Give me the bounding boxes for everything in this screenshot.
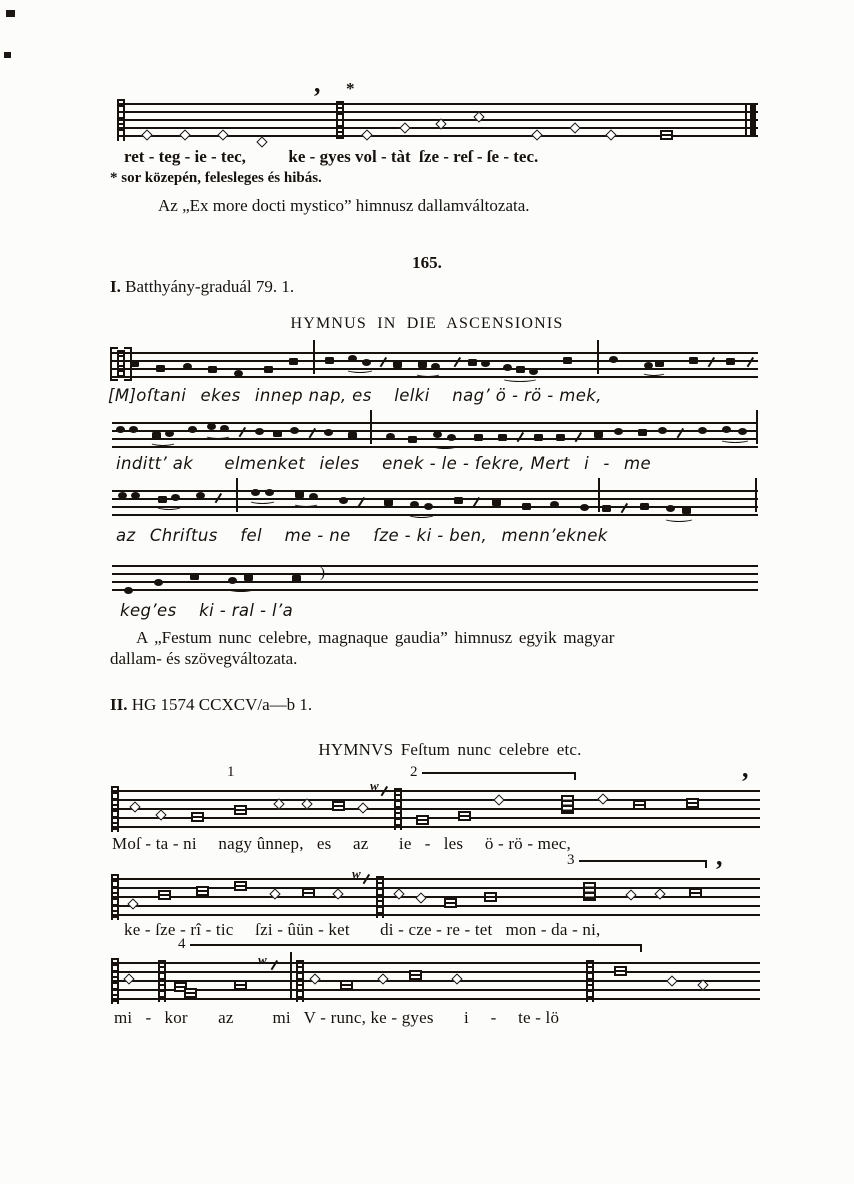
breath-comma: , — [314, 69, 321, 98]
slur — [642, 369, 666, 376]
breve-note — [234, 980, 247, 990]
slur — [415, 370, 441, 377]
chant-system-4 — [112, 565, 758, 620]
breath-comma: , — [742, 754, 749, 783]
staff-line — [112, 589, 758, 591]
punctum-square-note — [516, 366, 525, 373]
phrase-bracket-tick — [574, 772, 576, 780]
diamond-note — [217, 129, 228, 140]
punctum-note — [447, 434, 456, 441]
staff-line — [112, 878, 760, 880]
ladder-barline — [376, 876, 384, 918]
division-stroke — [370, 410, 372, 444]
punctum-square-note — [556, 434, 565, 441]
breve-note — [614, 966, 627, 976]
ladder-barline — [111, 874, 119, 920]
staff-line — [112, 581, 758, 583]
lyrics-line: ke - ſze - rî - tic ſzi - ûün - ket di - cze - re - tet mon - da - ni, — [124, 920, 601, 939]
diamond-note — [399, 122, 410, 133]
punctum-square-note — [563, 357, 572, 364]
hg-system-3 — [112, 936, 760, 1027]
ladder-barline — [336, 101, 344, 139]
diamond-note — [123, 973, 134, 984]
punctum-note — [698, 427, 707, 434]
staff-164-end — [118, 69, 758, 166]
punctum-note — [265, 489, 274, 496]
punctum-square-note — [190, 573, 199, 580]
breve-note — [444, 898, 457, 908]
breve-note — [184, 988, 197, 998]
ladder-barline — [111, 958, 119, 1004]
footnote — [110, 170, 322, 187]
source-line-2 — [110, 695, 312, 715]
lyrics-line: keg’es ki - ral - l’a — [120, 601, 294, 620]
ladder-barline — [394, 788, 402, 830]
staff-line — [112, 980, 760, 982]
slur — [664, 515, 694, 522]
punctum-square-note — [264, 366, 273, 373]
punctum-square-note — [408, 436, 417, 443]
lyrics-line: inditt’ ak elmenket ieles enek - le - ſekre, Mert i - me — [116, 454, 652, 473]
punctum-note — [228, 577, 237, 584]
division-stroke — [313, 340, 315, 374]
staff-line — [112, 799, 760, 801]
double-breve-note — [561, 795, 574, 814]
chant-clef — [110, 347, 132, 381]
punctum-note — [309, 493, 318, 500]
punctum-note — [154, 579, 163, 586]
source-2-text: HG 1574 CCXCV/a—b 1. — [127, 695, 313, 714]
slur — [720, 436, 750, 443]
oblique-stroke — [380, 357, 388, 368]
ladder-barline — [158, 960, 166, 1002]
punctum-note — [183, 363, 192, 370]
punctum-square-note — [689, 357, 698, 364]
punctum-note — [431, 363, 440, 370]
breve-note — [686, 798, 699, 808]
punctum-note — [658, 427, 667, 434]
phrase-number: 4 — [178, 936, 186, 952]
double-breve-note — [583, 882, 596, 901]
diamond-note — [141, 129, 152, 140]
staff-line — [112, 808, 760, 810]
staff-line — [112, 905, 760, 907]
oblique-stroke — [454, 357, 462, 368]
slur — [293, 500, 319, 507]
source-line-1 — [110, 277, 294, 297]
punctum-note — [386, 433, 395, 440]
punctum-square-note — [498, 434, 507, 441]
staff-line — [112, 506, 758, 508]
staff-line — [112, 352, 758, 354]
barline — [290, 952, 292, 1000]
breve-note — [302, 888, 315, 898]
staff-line — [118, 103, 758, 105]
phrase-number: 1 — [227, 764, 235, 780]
breve-note — [633, 800, 646, 810]
lyrics-line: [M]oſtani ekes innep nap, es lelki nag’ ö - rö - mek, — [108, 386, 602, 405]
diamond-note — [415, 892, 426, 903]
punctum-note — [234, 370, 243, 377]
punctum-square-note — [454, 497, 463, 504]
breve-note — [458, 811, 471, 821]
phrase-number: 2 — [410, 764, 418, 780]
staff-line — [112, 989, 760, 991]
oblique-stroke — [708, 357, 716, 368]
punctum-square-note — [468, 359, 477, 366]
punctum-square-note — [522, 503, 531, 510]
breve-note — [158, 890, 171, 900]
punctum-note — [324, 429, 333, 436]
breve-note — [234, 805, 247, 815]
breve-note — [416, 815, 429, 825]
oblique-stroke — [239, 427, 247, 438]
section-number: 165. — [412, 253, 442, 272]
punctum-note — [666, 505, 675, 512]
punctum-note — [188, 426, 197, 433]
punctum-note — [550, 501, 559, 508]
breve-note — [340, 980, 353, 990]
punctum-square-note — [682, 507, 691, 514]
slur — [346, 366, 374, 373]
diamond-note — [309, 973, 320, 984]
punctum-square-note — [638, 429, 647, 436]
punctum-square-note — [292, 575, 301, 582]
ladder-barline — [117, 99, 125, 141]
punctum-note — [196, 492, 205, 499]
slur — [502, 375, 538, 382]
breve-note — [234, 881, 247, 891]
punctum-note — [348, 355, 357, 362]
punctum-note — [433, 431, 442, 438]
punctum-square-note — [273, 430, 282, 437]
punctum-square-note — [474, 434, 483, 441]
hg-system-1 — [112, 754, 760, 853]
breath-comma: , — [716, 842, 723, 871]
punctum-note — [362, 359, 371, 366]
phrase-bracket-line — [422, 772, 574, 774]
footnote-text: * sor közepén, felesleges és hibás. — [110, 170, 322, 186]
source-1-numeral: I. — [110, 277, 121, 296]
lyrics-line: az Chriſtus fel me - ne ſze - ki - ben, menn’eknek — [116, 526, 608, 545]
breve-note — [196, 886, 209, 896]
source-1-text: Batthyány-graduál 79. 1. — [120, 277, 295, 296]
punctum-square-note — [418, 361, 427, 368]
staff-line — [118, 111, 758, 113]
staff-line — [112, 438, 758, 440]
hymn-title-1: HYMNUS IN DIE ASCENSIONIS — [290, 315, 564, 332]
diamond-note — [256, 136, 267, 147]
punctum-note — [424, 503, 433, 510]
custos-squiggle: w — [352, 866, 361, 881]
phrase-bracket-tick — [640, 944, 642, 952]
footnote-asterisk: * — [346, 79, 355, 98]
final-barline — [745, 103, 756, 135]
paragraph-festum-line-2: dallam- és szövegváltozata. — [110, 649, 298, 669]
diamond-note — [129, 801, 140, 812]
phrase-bracket-line — [579, 860, 705, 862]
punctum-square-note — [208, 366, 217, 373]
punctum-square-note — [295, 491, 304, 498]
diamond-note — [625, 889, 636, 900]
punctum-note — [255, 428, 264, 435]
punctum-note — [609, 356, 618, 363]
staff-line — [112, 490, 758, 492]
breve-note — [689, 888, 702, 898]
staff-line — [112, 962, 760, 964]
punctum-note — [129, 426, 138, 433]
paragraph-festum-line-1: A „Festum nunc celebre, magnaque gaudia” himnusz egyik magyar — [136, 628, 615, 647]
slur — [156, 503, 182, 510]
staff-line — [112, 887, 760, 889]
punctum-note — [207, 423, 216, 430]
punctum-note — [580, 504, 589, 511]
staff-line — [112, 790, 760, 792]
punctum-square-note — [640, 503, 649, 510]
punctum-note — [116, 426, 125, 433]
punctum-square-note — [130, 360, 139, 367]
breve-note — [484, 892, 497, 902]
staff-line — [112, 514, 758, 516]
punctum-note — [171, 494, 180, 501]
punctum-square-note — [534, 434, 543, 441]
division-stroke — [236, 478, 238, 512]
slur — [431, 442, 459, 449]
slur — [226, 585, 256, 592]
diamond-note — [531, 129, 542, 140]
punctum-square-note — [156, 365, 165, 372]
close-paren-mark: ) — [320, 565, 325, 581]
punctum-square-note — [655, 360, 664, 367]
punctum-square-note — [158, 496, 167, 503]
punctum-note — [124, 587, 133, 594]
diamond-note — [179, 129, 190, 140]
slur — [408, 511, 435, 518]
punctum-square-note — [325, 357, 334, 364]
breve-note — [409, 970, 422, 980]
chant-system-3 — [112, 490, 758, 545]
phrase-bracket-line — [190, 944, 640, 946]
punctum-note — [738, 428, 747, 435]
diamond-note — [569, 122, 580, 133]
punctum-square-note — [602, 505, 611, 512]
diamond-note — [605, 129, 616, 140]
punctum-square-note — [348, 432, 357, 439]
punctum-square-note — [289, 358, 298, 365]
division-stroke — [756, 410, 758, 444]
punctum-note — [614, 428, 623, 435]
paragraph-ex-more: Az „Ex more docti mystico” himnusz dallamváltozata. — [158, 196, 530, 215]
staff-line — [112, 498, 758, 500]
lyrics-line: ret - teg - ie - tec, ke - gyes vol - tàt ſze - reſ - ſe - tec. — [124, 147, 539, 166]
staff-line — [112, 817, 760, 819]
staff-line — [112, 998, 760, 1000]
oblique-stroke — [621, 503, 629, 514]
diamond-note — [357, 802, 368, 813]
punctum-note — [220, 425, 229, 432]
custos-squiggle: w — [370, 778, 379, 793]
punctum-note — [118, 492, 127, 499]
punctum-square-note — [594, 431, 603, 438]
division-stroke — [755, 478, 757, 512]
breve-note — [191, 812, 204, 822]
breve-note — [332, 801, 345, 811]
diamond-note — [666, 975, 677, 986]
punctum-square-note — [393, 361, 402, 368]
punctum-square-note — [384, 499, 393, 506]
custos-squiggle: w — [258, 952, 267, 967]
breve-note — [660, 130, 673, 140]
paragraph-festum — [110, 627, 768, 670]
slur — [205, 432, 231, 439]
diamond-note — [361, 129, 372, 140]
division-stroke — [597, 340, 599, 374]
punctum-square-note — [492, 499, 501, 506]
staff-line — [112, 565, 758, 567]
lyrics-line: mi - kor az mi V - runc, ke - gyes i - te - lö — [114, 1008, 560, 1027]
punctum-note — [290, 427, 299, 434]
punctum-note — [481, 360, 490, 367]
ladder-barline — [586, 960, 594, 1002]
punctum-note — [410, 501, 419, 508]
punctum-note — [339, 497, 348, 504]
punctum-note — [503, 364, 512, 371]
punctum-note — [529, 368, 538, 375]
hymn-title-2: HYMNVS Feſtum nunc celebre etc. — [318, 740, 582, 759]
diamond-note — [597, 793, 608, 804]
lyrics-line: Moſ - ta - ni nagy ûnnep, es az ie - les ö - rö - mec, — [112, 834, 572, 853]
oblique-stroke — [747, 357, 755, 368]
chant-system-2 — [112, 422, 758, 473]
punctum-square-note — [152, 432, 161, 439]
slur — [150, 439, 176, 446]
punctum-square-note — [244, 574, 253, 581]
punctum-note — [131, 492, 140, 499]
staff-line — [112, 971, 760, 973]
diamond-note — [377, 973, 388, 984]
staff-line — [112, 573, 758, 575]
division-stroke — [598, 478, 600, 512]
staff-line — [112, 826, 760, 828]
source-2-numeral: II. — [110, 695, 128, 714]
punctum-note — [251, 489, 260, 496]
staff-line — [112, 914, 760, 916]
punctum-note — [165, 430, 174, 437]
diamond-note — [127, 898, 138, 909]
ladder-barline — [111, 786, 119, 832]
punctum-note — [644, 362, 653, 369]
diamond-note — [493, 794, 504, 805]
punctum-note — [722, 426, 731, 433]
ladder-barline — [296, 960, 304, 1002]
diamond-note — [451, 973, 462, 984]
phrase-bracket-tick — [705, 860, 707, 868]
slur — [249, 497, 276, 504]
chant-system-1 — [108, 352, 758, 405]
punctum-square-note — [726, 358, 735, 365]
phrase-number: 3 — [567, 852, 575, 868]
